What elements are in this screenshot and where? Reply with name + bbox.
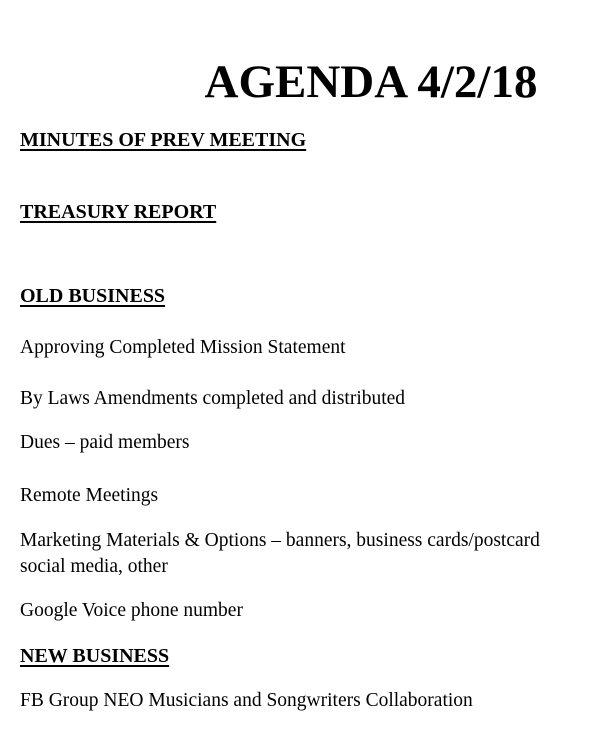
new-business-item-fb-group: FB Group NEO Musicians and Songwriters Collaboration [20,690,473,711]
minutes-heading: MINUTES OF PREV MEETING [20,129,307,151]
treasury-heading: TREASURY REPORT [20,201,217,223]
new-business-heading: NEW BUSINESS [20,645,170,667]
old-business-item-marketing: Marketing Materials & Options – banners, business cards/postcard [20,530,540,551]
old-business-heading: OLD BUSINESS [20,285,166,307]
old-business-item-bylaws: By Laws Amendments completed and distributed [20,388,406,409]
old-business-item-google-voice: Google Voice phone number [20,600,243,621]
agenda-title: AGENDA 4/2/18 [204,56,538,108]
old-business-item-dues: Dues – paid members [20,432,190,453]
old-business-item-mission-statement: Approving Completed Mission Statement [20,337,346,358]
old-business-item-remote-meetings: Remote Meetings [20,485,159,506]
old-business-item-marketing-continued: social media, other [20,556,168,577]
